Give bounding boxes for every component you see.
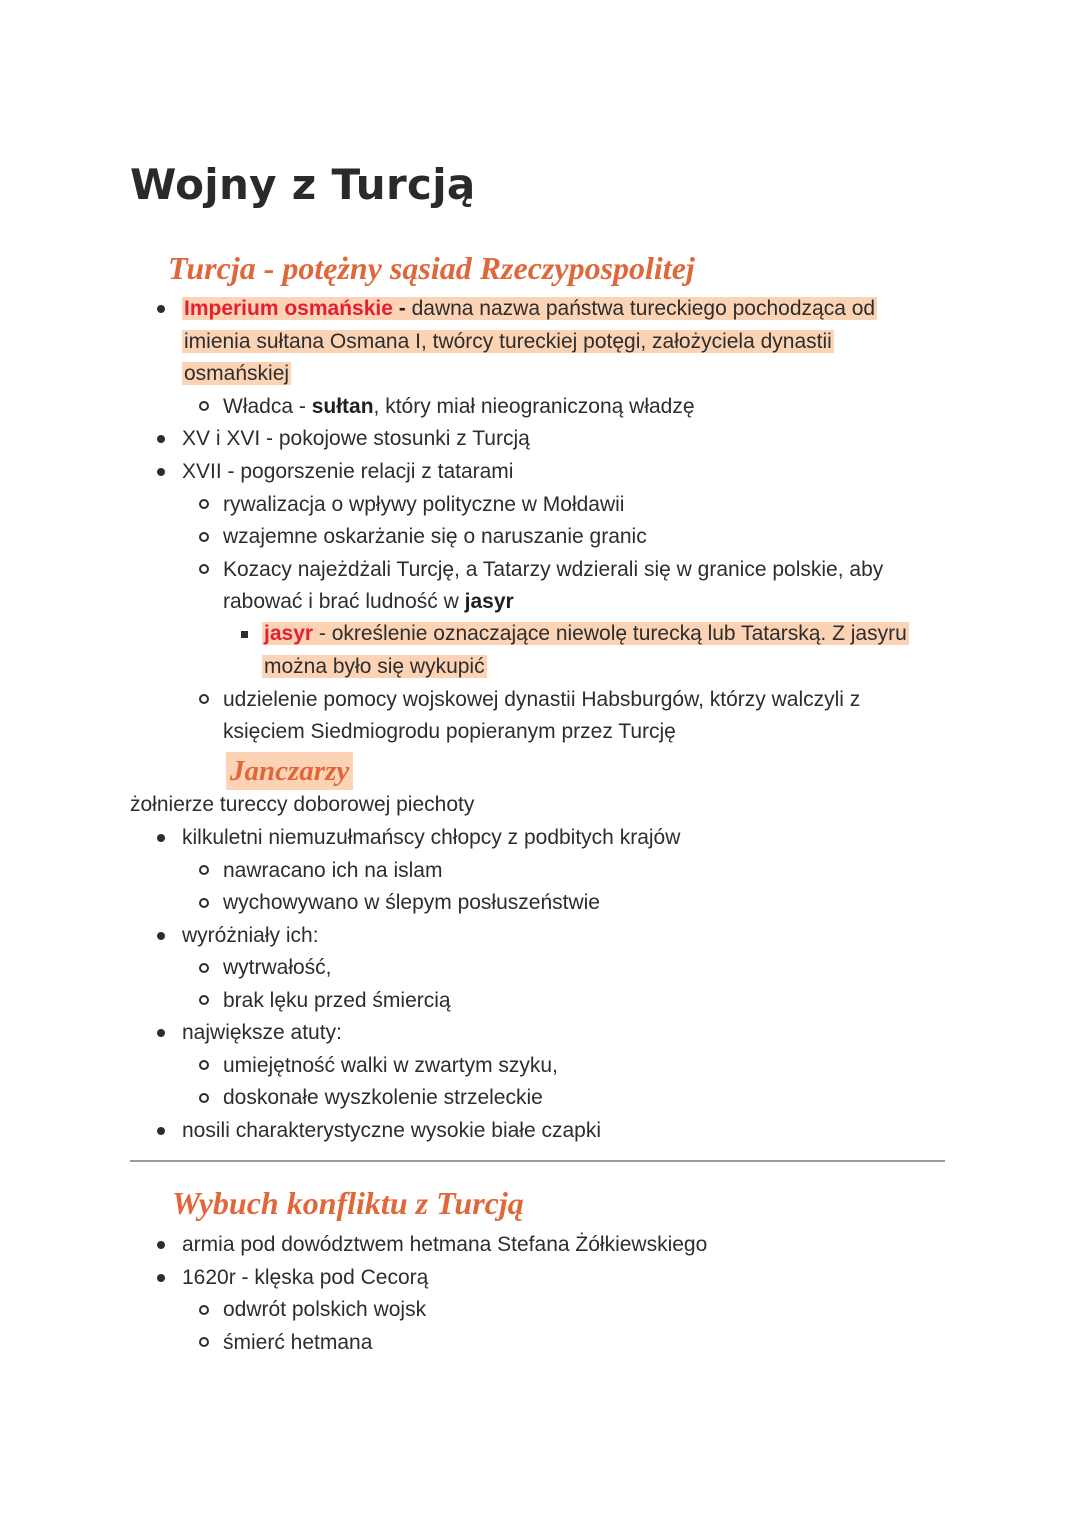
jasyr-line-2: [262, 651, 487, 683]
bullet-dot: [157, 1029, 165, 1037]
bullet-circle: [199, 865, 209, 875]
cecora-line: 1620r - klęska pod Cecorą: [182, 1266, 429, 1289]
xv-xvi-line: XV i XVI - pokojowe stosunki z Turcją: [182, 427, 530, 450]
wladca-bold: sułtan: [311, 395, 374, 418]
imperium-def-3: osmańskiej: [184, 362, 290, 385]
kozacy-line-1: Kozacy najeżdżali Turcję, a Tatarzy wdzierali się w granice polskie, aby: [223, 558, 884, 581]
section-heading-wybuch: Wybuch konfliktu z Turcją: [172, 1185, 524, 1221]
section-heading-janczarzy: Janczarzy: [226, 752, 353, 790]
kozacy-line-2: [223, 586, 514, 618]
umiejetnosc-line: umiejętność walki w zwartym szyku,: [223, 1054, 558, 1077]
xvii-line: XVII - pogorszenie relacji z tatarami: [182, 460, 514, 483]
atuty-line: największe atuty:: [182, 1021, 342, 1044]
wychowywano-line: wychowywano w ślepym posłuszeństwie: [223, 891, 600, 914]
bullet-circle: [199, 1305, 209, 1315]
odwrot-line: odwrót polskich wojsk: [223, 1298, 427, 1321]
wladca-pre: Władca -: [223, 395, 312, 418]
page-title: Wojny z Turcją: [130, 160, 476, 209]
imperium-line-2: [182, 326, 834, 358]
czapki-line: nosili charakterystyczne wysokie białe czapki: [182, 1119, 602, 1142]
bullet-circle: [199, 694, 209, 704]
jasyr-term: jasyr: [264, 622, 314, 645]
bullet-dot: [157, 1127, 165, 1135]
bullet-dot: [157, 468, 165, 476]
bullet-circle: [199, 1337, 209, 1347]
bullet-circle: [199, 898, 209, 908]
bullet-square: [241, 631, 248, 638]
jasyr-def-1: - określenie oznaczające niewolę turecką lub Tatarską. Z jasyru: [313, 622, 907, 645]
chlopcy-line: kilkuletni niemuzułmańscy chłopcy z podbitych krajów: [182, 826, 681, 849]
bullet-dot: [157, 834, 165, 842]
jasyr-line-1: [262, 618, 909, 650]
bullet-dot: [157, 435, 165, 443]
wyszkolenie-line: doskonałe wyszkolenie strzeleckie: [223, 1086, 543, 1109]
bullet-circle: [199, 995, 209, 1005]
pomoc-line-1: udzielenie pomocy wojskowej dynastii Habsburgów, którzy walczyli z: [223, 688, 861, 711]
bullet-dot: [157, 932, 165, 940]
bullet-circle: [199, 963, 209, 973]
bullet-circle: [199, 499, 209, 509]
rywalizacja-line: rywalizacja o wpływy polityczne w Mołdawii: [223, 493, 625, 516]
smierc-line: śmierć hetmana: [223, 1331, 373, 1354]
bullet-circle: [199, 401, 209, 411]
imperium-def-1: dawna nazwa państwa tureckiego pochodząca od: [411, 297, 876, 320]
oskarzanie-line: wzajemne oskarżanie się o naruszanie granic: [223, 525, 647, 548]
wytrwalosc-line: wytrwałość,: [223, 956, 332, 979]
bullet-dot: [157, 1241, 165, 1249]
jasyr-def-2: można było się wykupić: [264, 655, 485, 678]
bullet-dot: [157, 1274, 165, 1282]
section-heading-turcja: Turcja - potężny sąsiad Rzeczypospolitej: [168, 250, 695, 286]
janczarzy-intro: żołnierze tureccy doborowej piechoty: [130, 793, 475, 816]
bullet-circle: [199, 532, 209, 542]
wladca-line: [223, 391, 695, 423]
brak-leku-line: brak lęku przed śmiercią: [223, 989, 451, 1012]
armia-line: armia pod dowództwem hetmana Stefana Żółkiewskiego: [182, 1233, 708, 1256]
bullet-circle: [199, 1093, 209, 1103]
bullet-dot: [157, 305, 165, 313]
imperium-line-1: [182, 293, 877, 325]
imperium-sep: -: [392, 297, 412, 320]
imperium-term: Imperium osmańskie: [184, 297, 393, 320]
imperium-def-2: imienia sułtana Osmana I, twórcy tureckiej potęgi, założyciela dynastii: [184, 330, 832, 353]
kozacy-2-pre: rabować i brać ludność w: [223, 590, 465, 613]
kozacy-2-bold: jasyr: [464, 590, 514, 613]
nawracano-line: nawracano ich na islam: [223, 859, 443, 882]
bullet-circle: [199, 564, 209, 574]
wladca-post: , który miał nieograniczoną władzę: [373, 395, 695, 418]
bullet-circle: [199, 1060, 209, 1070]
pomoc-line-2: księciem Siedmiogrodu popieranym przez Turcję: [223, 720, 676, 743]
wyroznialy-line: wyróżniały ich:: [182, 924, 319, 947]
imperium-line-3: [182, 358, 291, 390]
section-divider: [130, 1160, 945, 1162]
